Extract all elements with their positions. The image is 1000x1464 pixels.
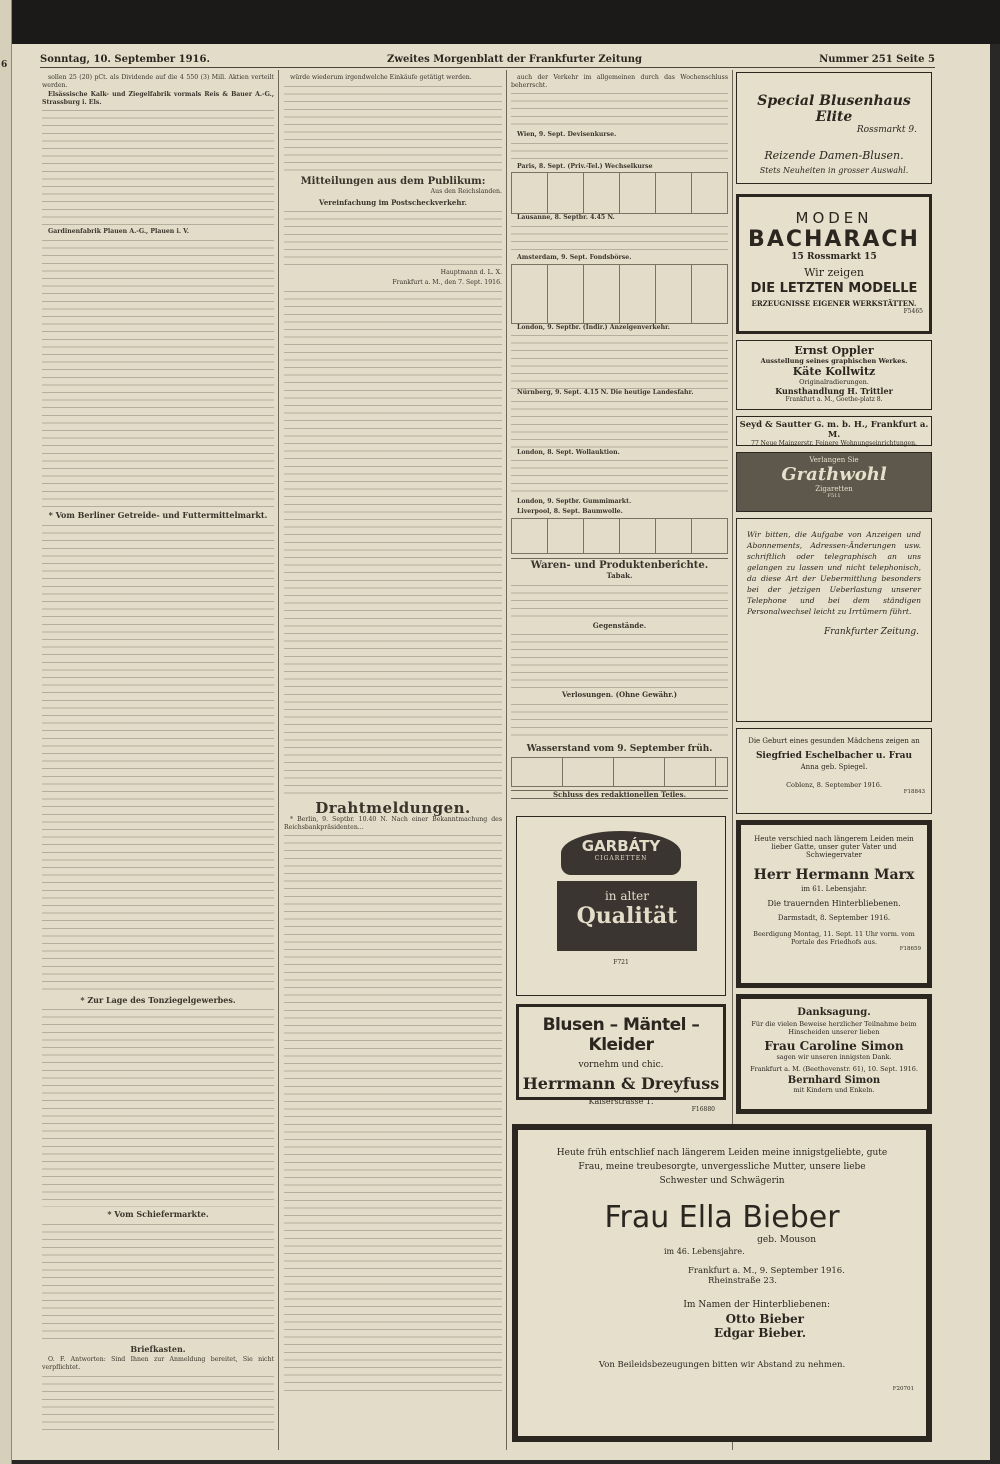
article-paragraph: würde wiederum irgendwelche Einkäufe getätigt werden.	[290, 74, 472, 81]
geg-heading: Gegenstände.	[592, 620, 647, 630]
elite-line4: Stets Neuheiten in grosser Auswahl.	[759, 166, 909, 175]
filler-text	[511, 583, 728, 619]
bieber-line9: Edgar Bieber.	[714, 1326, 806, 1340]
geburt-line3: Anna geb. Spiegel.	[800, 763, 868, 771]
bacharach-line1: MODEN	[795, 209, 873, 227]
market-heading: Wien, 9. Sept. Devisenkurse.	[517, 131, 617, 139]
ad-danksagung	[736, 994, 932, 1114]
geburt-line2: Siegfried Eschelbacher u. Frau	[755, 751, 913, 761]
edge-page-number: 6	[1, 60, 8, 70]
ad-code: F18659	[899, 946, 921, 952]
date-line: Frankfurt a. M., den 7. Sept. 1916.	[392, 278, 502, 286]
header-date: Sonntag, 10. September 1916.	[40, 54, 210, 65]
article-paragraph: auch der Verkehr im allgemeinen durch das Wochenschluss beherrscht.	[511, 74, 728, 89]
filler-text	[42, 108, 274, 228]
rate-table	[511, 518, 728, 554]
drahtmeldungen-heading: Drahtmeldungen.	[315, 798, 471, 817]
bieber-line6: Rheinstraße 23.	[708, 1276, 777, 1286]
blusen-line3: Herrmann & Dreyfuss	[522, 1074, 720, 1093]
filler-text	[42, 523, 274, 993]
filler-text	[511, 399, 728, 449]
article-heading: Elsässische Kalk- und Ziegelfabrik vormals Reis & Bauer A.-G., Strassburg i. Els.	[42, 91, 274, 106]
marx-line1: Heute verschied nach längerem Leiden mein lieber Gatte, unser guter Vater und Schwiegervater	[754, 835, 914, 859]
ad-code: F511	[827, 493, 841, 499]
blusen-line2: vornehm und chic.	[578, 1060, 664, 1070]
filler-text	[511, 91, 728, 131]
briefkasten-heading: Briefkasten.	[130, 1343, 186, 1354]
column-1	[42, 74, 274, 1444]
filler-text	[511, 458, 728, 498]
schluss-heading: Schluss des redaktionellen Teiles.	[511, 790, 728, 800]
briefkasten-text: O. F. Antworten: Sind Ihnen zur Anmeldung bereitet, Sie nicht verpflichtet.	[42, 1356, 274, 1371]
ad-geburt	[736, 728, 932, 814]
filler-text	[511, 702, 728, 742]
filler-text	[284, 289, 502, 799]
bieber-line10: Von Beileidsbezeugungen bitten wir Abstand zu nehmen.	[598, 1360, 846, 1370]
bieber-line5: Frankfurt a. M., 9. September 1916.	[688, 1266, 845, 1276]
market-heading: London, 9. Septbr. (Indir.) Anzeigenverkehr.	[517, 323, 670, 331]
post-heading: Vereinfachung im Postscheckverkehr.	[319, 197, 467, 207]
bacharach-line4: Wir zeigen	[804, 266, 864, 279]
geburt-line4: Coblenz, 8. September 1916.	[786, 781, 882, 789]
ad-garbaty	[516, 816, 726, 996]
mitteilungen-sub: Aus den Reichslanden.	[430, 188, 502, 196]
grathwohl-line1: Verlangen Sie	[809, 456, 859, 464]
filler-text	[511, 224, 728, 254]
marx-line3: im 61. Lebensjahr.	[801, 885, 867, 893]
bieber-line1: Heute früh entschlief nach längerem Leiden meine innigstgeliebte, gute Frau, meine treubesorgte, unvergessliche Mutter, unsere liebe Schwester und Schwägerin	[556, 1148, 888, 1186]
drahtmeldung: * Berlin, 9. Septbr. 10.40 N. Nach einer Bekanntmachung des Reichsbankpräsidenten...	[284, 816, 502, 831]
rate-table	[511, 172, 728, 214]
filler-text	[42, 1374, 274, 1434]
dank-line6: Bernhard Simon	[787, 1075, 881, 1086]
ad-code: F5465	[903, 308, 923, 315]
signature: Hauptmann d. L. X.	[440, 269, 502, 277]
garbaty-line2: Qualität	[576, 903, 678, 929]
filler-text	[511, 333, 728, 389]
bacharach-line2: BACHARACH	[748, 227, 920, 252]
blusen-line1: Blusen – Mäntel – Kleider	[542, 1015, 700, 1055]
article-paragraph: sollen 25 (20) pCt. als Dividende auf die 4 550 (3) Mill. Aktien verteilt werden.	[42, 74, 274, 89]
market-heading: Amsterdam, 9. Sept. Fondsbörse.	[517, 253, 632, 261]
column-divider	[278, 70, 279, 1450]
elite-line1: Special Blusenhaus Elite	[757, 93, 911, 125]
filler-text	[42, 1222, 274, 1342]
column-3	[511, 74, 728, 814]
dank-line2: Für die vielen Beweise herzlicher Teilnahme beim Hinscheiden unserer lieben	[751, 1020, 917, 1036]
section-heading: * Vom Berliner Getreide- und Futtermittelmarkt.	[48, 509, 268, 520]
ad-herrmann-dreyfuss	[516, 1004, 726, 1113]
dank-line1: Danksagung.	[797, 1007, 871, 1018]
market-heading: Paris, 8. Sept. (Priv.-Tel.) Wechselkurse	[517, 162, 653, 170]
column-divider	[506, 70, 507, 1450]
ad-obituary-bieber	[512, 1124, 932, 1442]
wasserstand-heading: Wasserstand vom 9. September früh.	[526, 743, 713, 754]
ad-seyd-sautter	[736, 416, 932, 446]
dank-line3: Frau Caroline Simon	[764, 1039, 904, 1053]
marx-line2: Herr Hermann Marx	[753, 867, 915, 883]
ad-code: F20701	[892, 1386, 914, 1392]
bieber-line4: im 46. Lebensjahre.	[664, 1247, 745, 1256]
verlosungen-heading: Verlosungen. (Ohne Gewähr.)	[561, 690, 678, 700]
ad-special-blusenhaus-elite	[736, 72, 932, 184]
rate-table	[511, 264, 728, 324]
market-heading: Lausanne, 8. Septbr. 4.45 N.	[517, 214, 615, 222]
blusen-line4: Kaiserstrasse 1.	[588, 1097, 654, 1106]
tabak-heading: Tabak.	[606, 571, 633, 581]
bieber-line8: Otto Bieber	[725, 1312, 804, 1326]
notice-text: Wir bitten, die Aufgabe von Anzeigen und Abonnements, Adressen-Änderungen usw. schriftlich oder telegraphisch an uns gelangen zu lassen und nicht telephonisch, da diese Art der Uebermittlung besonders bei der jetzigen Ueberlastung unserer Telephone und bei dem ständigen Personalwechsel leicht zu Irrtümern führt.	[747, 530, 921, 616]
section-heading: * Zur Lage des Tonziegelgewerbes.	[80, 994, 236, 1005]
column-2	[284, 74, 502, 1444]
elite-line2: Rossmarkt 9.	[856, 125, 917, 135]
elite-line3: Reizende Damen-Blusen.	[764, 149, 904, 162]
geburt-line1: Die Geburt eines gesunden Mädchens zeigen an	[748, 737, 920, 745]
oppler-line1: Ernst Oppler	[794, 344, 874, 357]
filler-text	[511, 141, 728, 163]
seyd-line1: Seyd & Sautter G. m. b. H., Frankfurt a. M.	[739, 420, 929, 440]
rate-table	[511, 757, 728, 787]
page-header	[40, 54, 935, 68]
ad-obituary-marx	[736, 820, 932, 988]
bacharach-line3: 15 Rossmarkt 15	[791, 252, 877, 262]
oppler-line2: Ausstellung seines graphischen Werkes.	[760, 357, 908, 365]
oppler-line5: Kunsthandlung H. Trittler	[775, 386, 893, 396]
bieber-line2: Frau Ella Bieber	[604, 1200, 840, 1235]
adjacent-page-edge	[0, 0, 12, 1464]
filler-text	[42, 238, 274, 508]
filler-text	[284, 833, 502, 1393]
ad-oppler-kollwitz	[736, 340, 932, 410]
marx-line5: Darmstadt, 8. September 1916.	[777, 914, 891, 922]
garbaty-line1: in alter	[604, 889, 650, 903]
bieber-line7: Im Namen der Hinterbliebenen:	[683, 1300, 830, 1310]
ad-code: F721	[613, 959, 629, 966]
garbaty-brand: GARBÁTY	[581, 837, 661, 855]
bacharach-line6: ERZEUGNISSE EIGENER WERKSTÄTTEN.	[751, 299, 917, 308]
dank-line4: sagen wir unseren innigsten Dank.	[776, 1053, 892, 1061]
market-heading: Nürnberg, 9. Sept. 4.15 N. Die heutige Landesfahr.	[517, 389, 694, 397]
ad-bacharach	[736, 194, 932, 334]
ad-zeitung-notice	[736, 518, 932, 722]
seyd-line2: 77 Neue Mainzerstr. Feinere Wohnungseinrichtungen.	[751, 440, 917, 447]
bacharach-line5: DIE LETZTEN MODELLE	[750, 281, 918, 296]
bieber-line3: geb. Mouson	[757, 1235, 816, 1245]
filler-text	[284, 84, 502, 174]
section-heading: * Vom Schiefermarkte.	[107, 1209, 209, 1220]
dank-line7: mit Kindern und Enkeln.	[793, 1086, 875, 1094]
waren-heading: Waren- und Produktenberichte.	[511, 558, 728, 570]
marx-line4: Die trauernden Hinterbliebenen.	[767, 899, 901, 908]
mitteilungen-heading: Mitteilungen aus dem Publikum:	[300, 175, 486, 187]
filler-text	[42, 1007, 274, 1207]
ad-code: F16880	[691, 1106, 715, 1113]
oppler-line3: Käte Kollwitz	[792, 365, 876, 378]
dank-line5: Frankfurt a. M. (Beethovenstr. 61), 10. Sept. 1916.	[750, 1065, 918, 1073]
header-page: Nummer 251 Seite 5	[819, 54, 935, 65]
market-heading: London, 9. Septbr. Gummimarkt.	[517, 498, 632, 506]
ad-code: F18843	[903, 789, 925, 795]
grathwohl-line2: Grathwohl	[781, 464, 887, 485]
oppler-line4: Originalradierungen.	[799, 378, 869, 386]
garbaty-sub: CIGARETTEN	[594, 855, 648, 862]
viewer-top-bar	[0, 0, 1000, 44]
marx-line6: Beerdigung Montag, 11. Sept. 11 Uhr vorm. vom Portale des Friedhofs aus.	[753, 930, 915, 946]
grathwohl-line3: Zigaretten	[815, 485, 853, 493]
filler-text	[511, 632, 728, 688]
filler-text	[284, 209, 502, 269]
notice-sig: Frankfurter Zeitung.	[824, 627, 919, 637]
article-heading: Gardinenfabrik Plauen A.-G., Plauen i. V.	[48, 228, 189, 236]
market-heading: Liverpool, 8. Sept. Baumwolle.	[517, 507, 623, 515]
market-heading: London, 8. Sept. Wollauktion.	[517, 448, 620, 456]
header-title: Zweites Morgenblatt der Frankfurter Zeitung	[387, 54, 642, 65]
oppler-line6: Frankfurt a. M., Goethe-platz 8.	[785, 396, 883, 403]
ad-grathwohl	[736, 452, 932, 512]
